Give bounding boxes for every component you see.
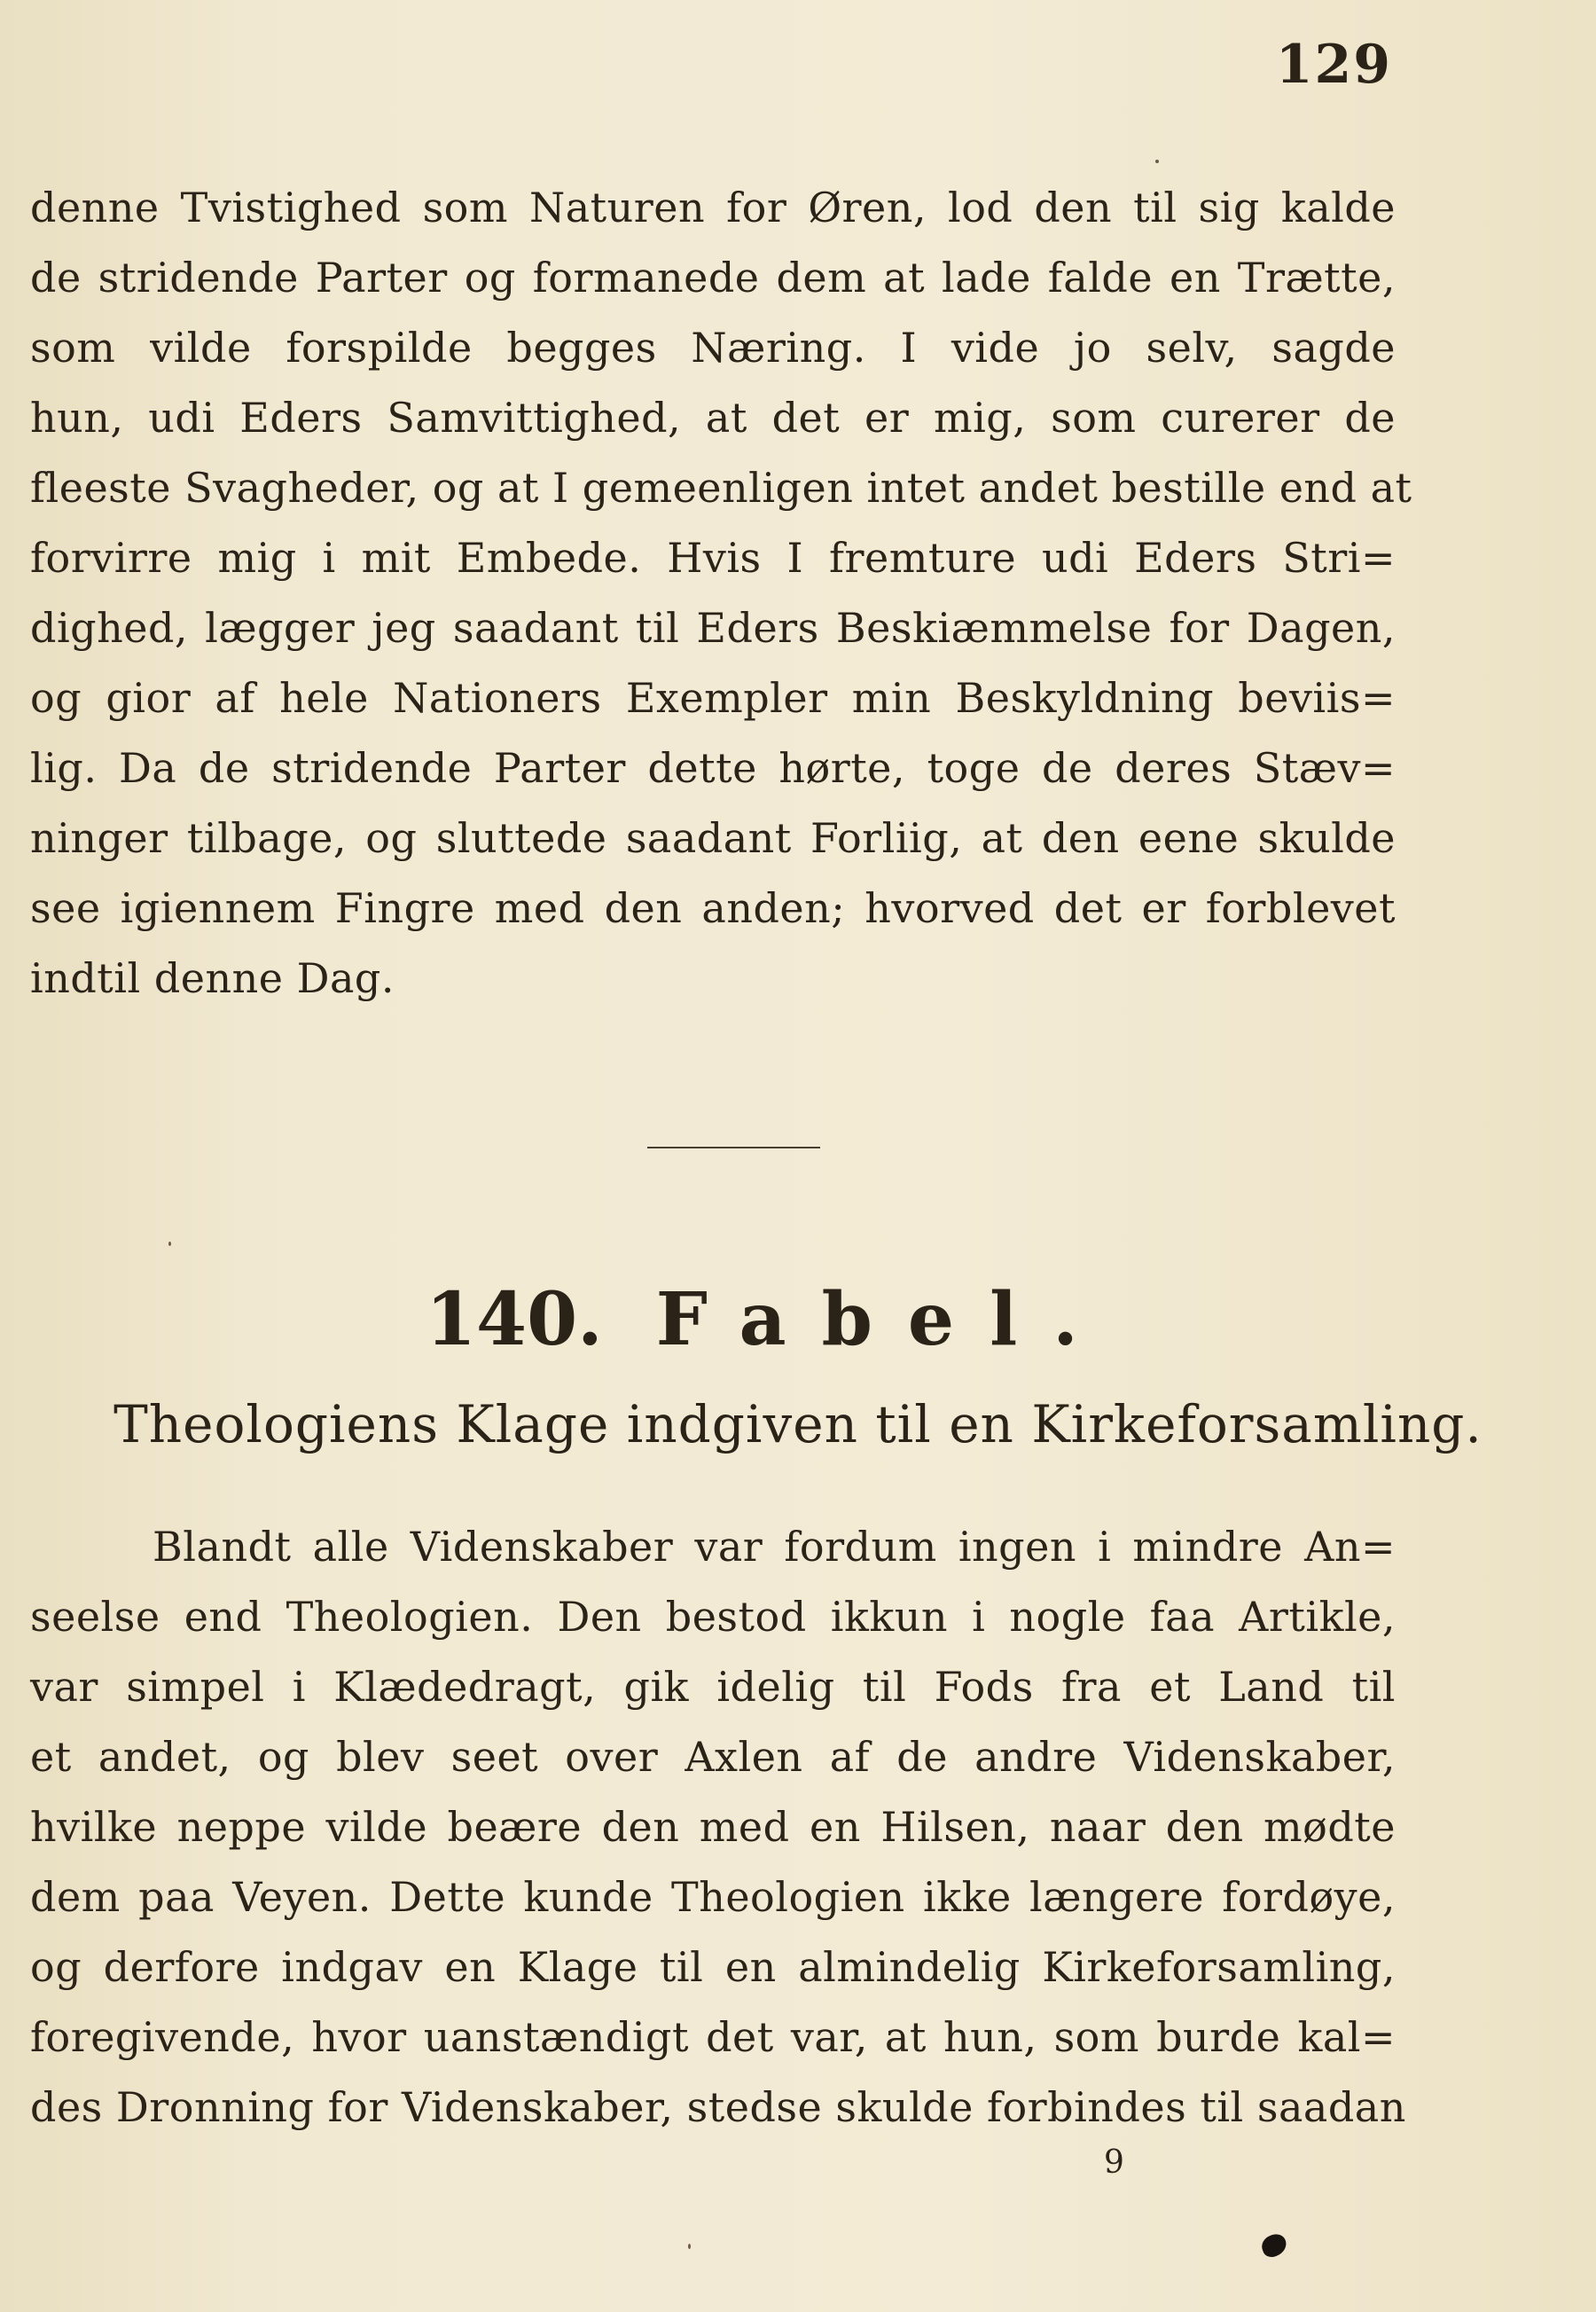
text-line: foregivende, hvor uanstændigt det var, at hun, som burde kal=	[30, 2013, 1396, 2061]
text-line: lig. Da de stridende Parter dette hørte, toge de deres Stæv=	[30, 744, 1396, 792]
text-line: des Dronning for Videnskaber, stedse skulde forbindes til saadan	[30, 2083, 1406, 2131]
text-line: og derfore indgav en Klage til en almindelig Kirkeforsamling,	[30, 1943, 1396, 1991]
paper-speck	[168, 1242, 171, 1246]
text-line: hvilke neppe vilde beære den med en Hilsen, naar den mødte	[30, 1803, 1396, 1851]
paragraph-continued	[30, 173, 1412, 1014]
fable-title: Fabel.	[655, 1277, 1114, 1362]
text-line: denne Tvistighed som Naturen for Øren, lod den til sig kalde	[30, 184, 1396, 231]
text-line: see igiennem Fingre med den anden; hvorved det er forblevet	[30, 884, 1396, 932]
fable-heading	[426, 1277, 1114, 1362]
section-divider	[647, 1147, 820, 1148]
text-line: de stridende Parter og formanede dem at lade falde en Trætte,	[30, 254, 1396, 302]
text-line: dighed, lægger jeg saadant til Eders Beskiæmmelse for Dagen,	[30, 604, 1396, 652]
paper-speck	[688, 2244, 691, 2249]
text-line: var simpel i Klædedragt, gik idelig til Fods fra et Land til	[30, 1663, 1396, 1711]
text-line: et andet, og blev seet over Axlen af de andre Videnskaber,	[30, 1733, 1396, 1781]
text-line: hun, udi Eders Samvittighed, at det er mig, som curerer de	[30, 394, 1396, 442]
paragraph-fable-body	[30, 1512, 1406, 2143]
ink-blot	[1259, 2231, 1290, 2260]
text-line: som vilde forspilde begges Næring. I vide jo selv, sagde	[30, 324, 1396, 372]
text-line: fleeste Svagheder, og at I gemeenligen intet andet bestille end at	[30, 464, 1412, 512]
text-line: indtil denne Dag.	[30, 954, 395, 1002]
fable-subtitle: Theologiens Klage indgiven til en Kirkeforsamling.	[113, 1394, 1483, 1454]
text-line: og gior af hele Nationers Exempler min Beskyldning beviis=	[30, 674, 1396, 722]
fable-number: 140.	[426, 1277, 603, 1362]
paper-speck	[1155, 160, 1159, 163]
signature-mark: 9	[1104, 2144, 1124, 2181]
text-line: dem paa Veyen. Dette kunde Theologien ikke længere fordøye,	[30, 1873, 1396, 1921]
text-line: forvirre mig i mit Embede. Hvis I fremture udi Eders Stri=	[30, 534, 1396, 582]
page-number: 129	[1275, 34, 1392, 96]
text-line: ninger tilbage, og sluttede saadant Forliig, at den eene skulde	[30, 814, 1396, 862]
text-line: seelse end Theologien. Den bestod ikkun i nogle faa Artikle,	[30, 1593, 1396, 1641]
text-line: Blandt alle Videnskaber var fordum ingen i mindre An=	[153, 1523, 1396, 1571]
